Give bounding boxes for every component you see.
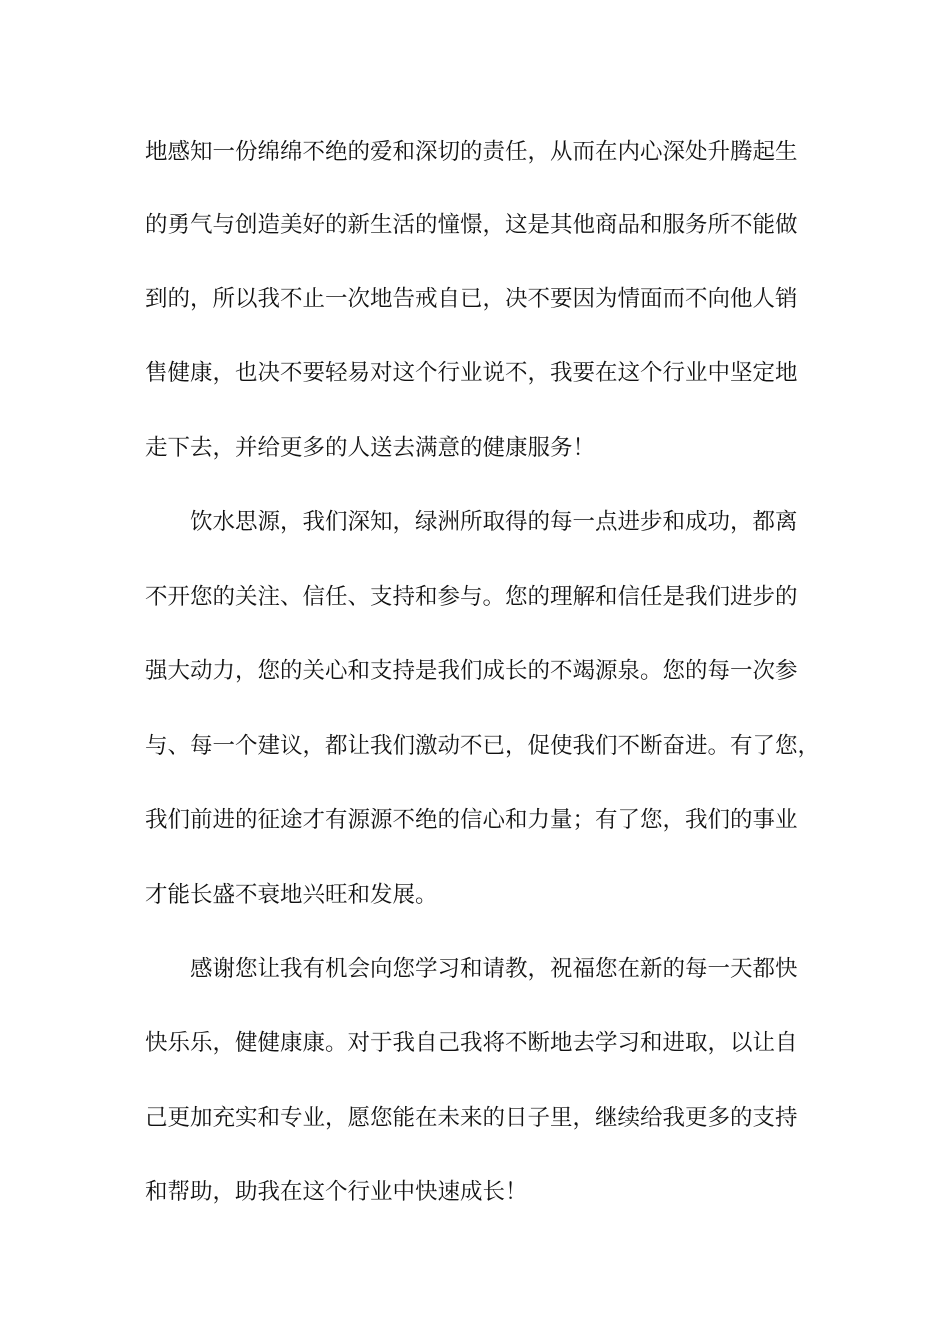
paragraph-line: 才能长盛不衰地兴旺和发展。	[145, 882, 438, 908]
paragraph-first-line: 饮水思源，我们深知，绿洲所取得的每一点进步和成功，都离	[190, 509, 798, 535]
paragraph-line: 与、每一个建议，都让我们激动不已，促使我们不断奋进。有了您，	[145, 733, 821, 759]
paragraph-line: 快乐乐，健健康康。对于我自己我将不断地去学习和进取，以让自	[145, 1030, 798, 1056]
paragraph-first-line: 感谢您让我有机会向您学习和请教，祝福您在新的每一天都快	[190, 956, 798, 982]
paragraph-line: 售健康，也决不要轻易对这个行业说不，我要在这个行业中坚定地	[145, 360, 798, 386]
paragraph-line: 到的，所以我不止一次地告戒自已，决不要因为情面而不向他人销	[145, 286, 798, 312]
paragraph-line: 己更加充实和专业，愿您能在未来的日子里，继续给我更多的支持	[145, 1105, 798, 1131]
paragraph-line: 我们前进的征途才有源源不绝的信心和力量；有了您，我们的事业	[145, 807, 798, 833]
paragraph-line: 走下去，并给更多的人送去满意的健康服务！	[145, 435, 596, 461]
paragraph-line: 和帮助，助我在这个行业中快速成长！	[145, 1179, 528, 1205]
paragraph-line: 地感知一份绵绵不绝的爱和深切的责任，从而在内心深处升腾起生	[145, 139, 798, 165]
paragraph-line: 的勇气与创造美好的新生活的憧憬，这是其他商品和服务所不能做	[145, 212, 798, 238]
paragraph-line: 强大动力，您的关心和支持是我们成长的不竭源泉。您的每一次参	[145, 658, 798, 684]
paragraph-line: 不开您的关注、信任、支持和参与。您的理解和信任是我们进步的	[145, 584, 798, 610]
